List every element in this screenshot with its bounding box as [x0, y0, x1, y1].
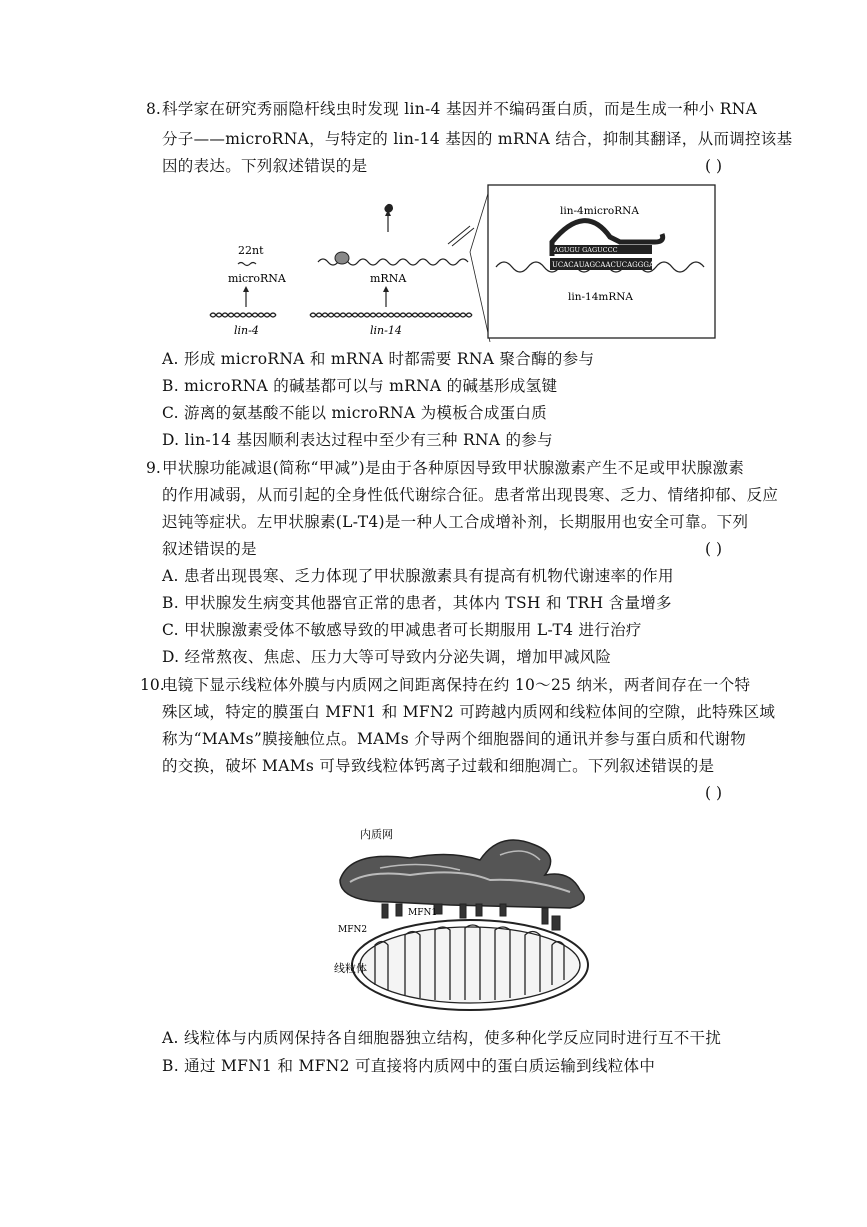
q9-stem-line4: 叙述错误的是	[162, 540, 257, 558]
seq-upper: AGUGU GAGUCCC	[554, 246, 618, 254]
q9-option-b: B. 甲状腺发生病变其他器官正常的患者，其体内 TSH 和 TRH 含量增多	[162, 594, 672, 612]
q8-option-c: C. 游离的氨基酸不能以 microRNA 为模板合成蛋白质	[162, 404, 548, 422]
q9-number: 9.	[146, 459, 161, 477]
q10-figure	[330, 820, 620, 1015]
label-er: 内质网	[360, 828, 393, 841]
q9-stem-line2: 的作用减弱，从而引起的全身性低代谢综合征。患者常出现畏寒、乏力、情绪抑郁、反应	[162, 486, 779, 504]
ribosome-icon	[335, 252, 349, 264]
q10-stem-line2: 殊区域，特定的膜蛋白 MFN1 和 MFN2 可跨越内质网和线粒体间的空隙，此特殊区域	[162, 703, 776, 721]
q9-option-d: D. 经常熬夜、焦虑、压力大等可导致内分泌失调，增加甲减风险	[162, 648, 612, 666]
q10-stem-line1: 电镜下显示线粒体外膜与内质网之间距离保持在约 10～25 纳米，两者间存在一个特	[162, 676, 751, 694]
q8-number: 8.	[146, 100, 161, 118]
label-mRNA: mRNA	[370, 272, 407, 285]
q9-option-a: A. 患者出现畏寒、乏力体现了甲状腺激素具有提高有机物代谢速率的作用	[162, 567, 674, 585]
q10-stem-line4: 的交换，破坏 MAMs 可导致线粒体钙离子过载和细胞凋亡。下列叙述错误的是	[162, 757, 715, 775]
q10-option-b: B. 通过 MFN1 和 MFN2 可直接将内质网中的蛋白质运输到线粒体中	[162, 1057, 656, 1075]
label-mfn2: MFN2	[338, 925, 368, 935]
label-mfn1: MFN1	[408, 908, 438, 918]
q9-option-c: C. 甲状腺激素受体不敏感导致的甲减患者可长期服用 L-T4 进行治疗	[162, 621, 642, 639]
box-label-bottom: lin-14mRNA	[568, 291, 634, 303]
q8-answer-paren: ( )	[705, 157, 723, 175]
q8-option-a: A. 形成 microRNA 和 mRNA 时都需要 RNA 聚合酶的参与	[162, 350, 595, 368]
q8-figure	[200, 182, 720, 342]
q10-number: 10.	[140, 676, 165, 694]
q8-option-d: D. lin-14 基因顺利表达过程中至少有三种 RNA 的参与	[162, 431, 553, 449]
q8-option-b: B. microRNA 的碱基都可以与 mRNA 的碱基形成氢键	[162, 377, 558, 395]
q8-stem-line3: 因的表达。下列叙述错误的是	[162, 157, 368, 175]
q8-stem-line1: 科学家在研究秀丽隐杆线虫时发现 lin-4 基因并不编码蛋白质，而是生成一种小 RNA	[162, 100, 758, 118]
q10-answer-paren: ( )	[705, 784, 723, 802]
seq-lower: UCACAUAGCAACUCAGGGA	[552, 261, 655, 269]
label-microRNA: microRNA	[228, 272, 286, 285]
label-lin14: lin-14	[370, 324, 402, 337]
q9-answer-paren: ( )	[705, 540, 723, 558]
box-label-top: lin-4microRNA	[560, 205, 639, 217]
q9-stem-line1: 甲状腺功能减退(简称“甲减”)是由于各种原因导致甲状腺激素产生不足或甲状腺激素	[162, 459, 745, 477]
label-22nt: 22nt	[238, 244, 264, 257]
label-mito: 线粒体	[334, 962, 367, 975]
label-lin4: lin-4	[234, 324, 259, 337]
q10-stem-line3: 称为“MAMs”膜接触位点。MAMs 介导两个细胞器间的通讯并参与蛋白质和代谢物	[162, 730, 747, 748]
q9-stem-line3: 迟钝等症状。左甲状腺素(L-T4)是一种人工合成增补剂，长期服用也安全可靠。下列	[162, 513, 749, 531]
q8-stem-line2: 分子——microRNA，与特定的 lin-14 基因的 mRNA 结合，抑制其翻译，从而调控该基	[162, 130, 793, 148]
q10-option-a: A. 线粒体与内质网保持各自细胞器独立结构，使多种化学反应同时进行互不干扰	[162, 1029, 722, 1047]
polypeptide-icon	[384, 204, 393, 213]
